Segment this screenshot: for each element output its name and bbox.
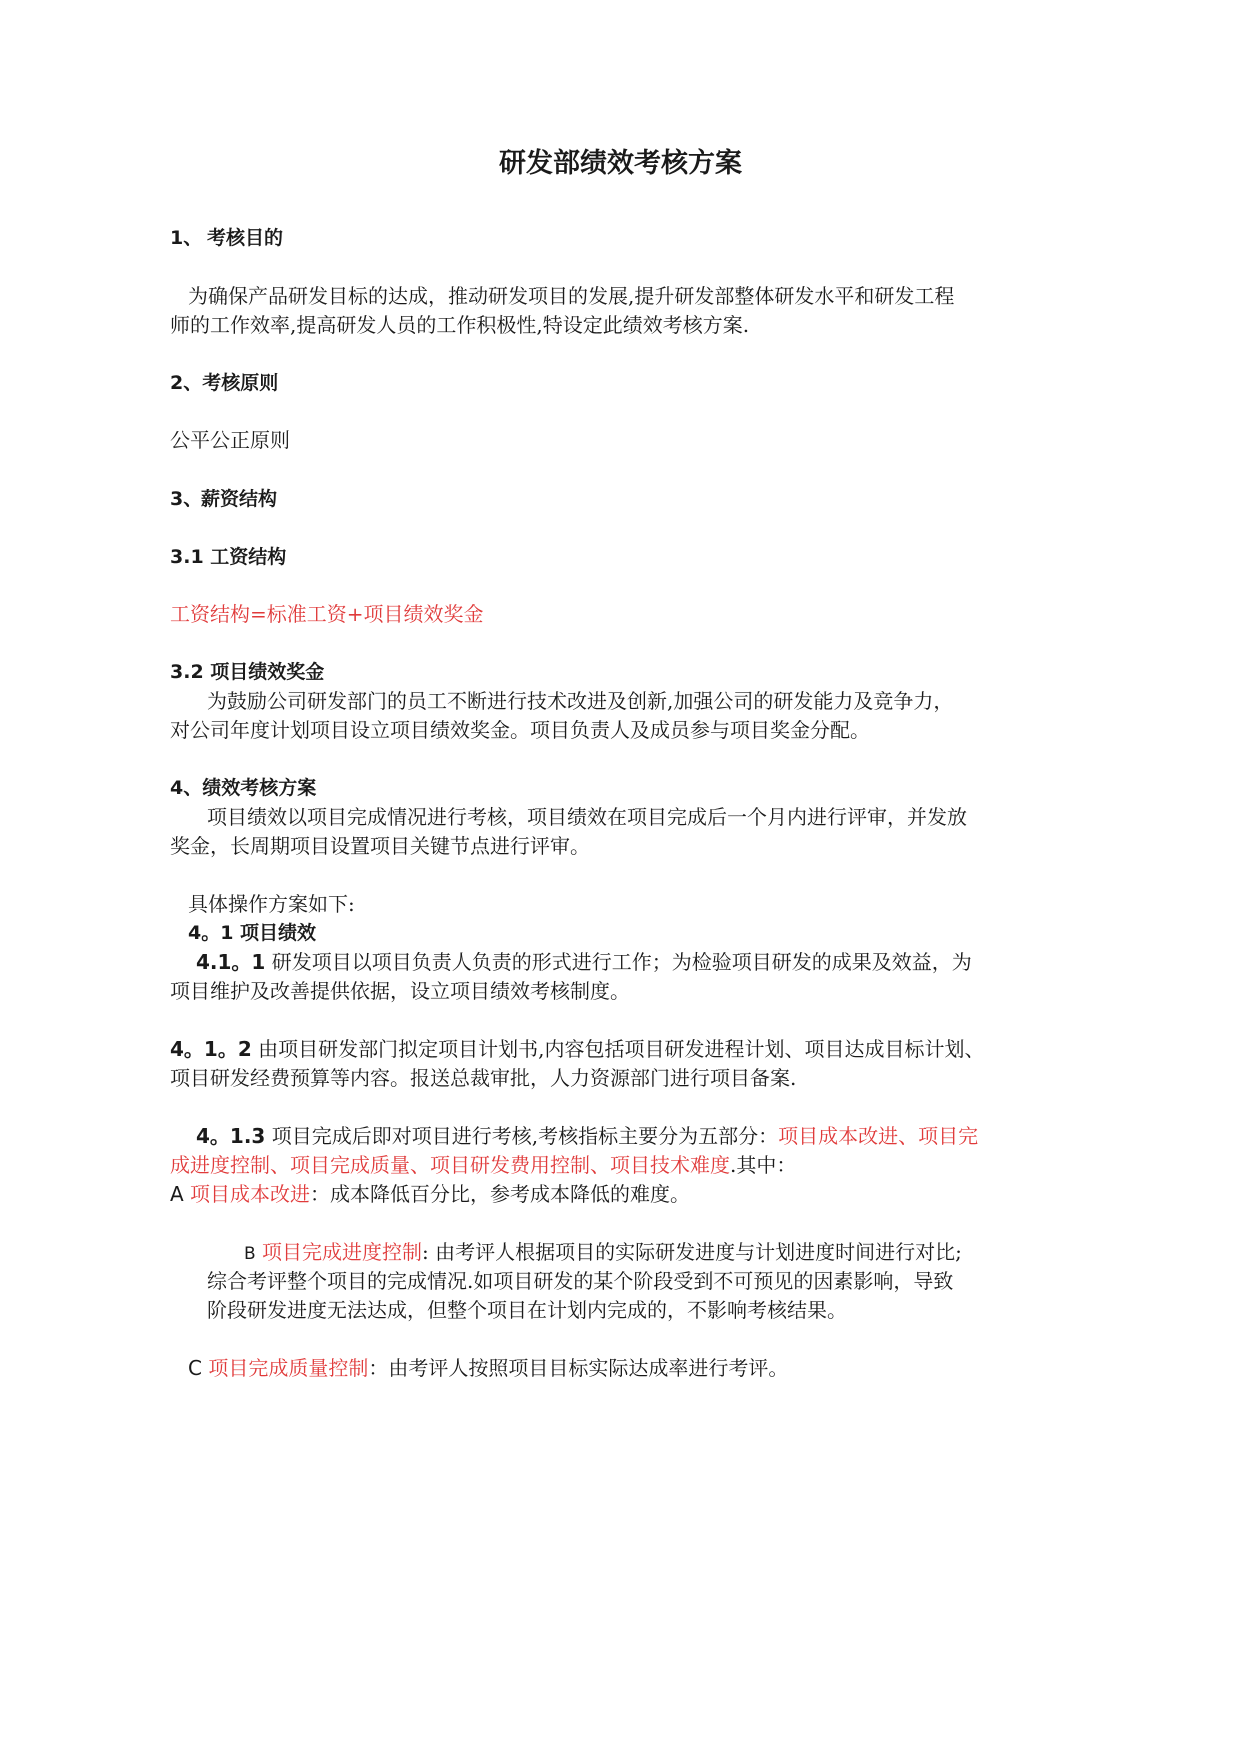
subsection-4-1-heading: 4。1 项目绩效 — [188, 922, 317, 944]
criterion-a-letter: A — [170, 1182, 184, 1206]
subsection-3-2-line-2: 对公司年度计划项目设立项目绩效奖金。项目负责人及成员参与项目奖金分配。 — [170, 718, 870, 742]
criterion-b-text: : 由考评人根据项目的实际研发进度与计划进度时间进行对比; — [422, 1240, 962, 1264]
item-4-1-2-number: 4。1。2 — [170, 1037, 252, 1061]
item-4-1-3-line-1 — [196, 1124, 978, 1148]
item-4-1-2-line-1 — [170, 1037, 984, 1061]
section-3-heading: 薪资结构 — [201, 488, 278, 510]
item-4-1-3-line-2 — [170, 1153, 796, 1177]
item-4-1-3-number: 4。1.3 — [196, 1124, 266, 1148]
criterion-a-title: 项目成本改进 — [190, 1182, 311, 1206]
section-4-paragraph-line-2: 奖金，长周期项目设置项目关键节点进行评审。 — [170, 834, 590, 858]
indicator-list: 成进度控制、项目完成质量、项目研发费用控制、项目技术难度 — [170, 1153, 730, 1177]
criterion-b-line-3: 阶段研发进度无法达成，但整个项目在计划内完成的，不影响考核结果。 — [207, 1298, 847, 1322]
item-4-1-1-line-1 — [196, 950, 972, 974]
criterion-c — [188, 1356, 788, 1380]
criterion-b-line-2: 综合考评整个项目的完成情况.如项目研发的某个阶段受到不可预见的因素影响，导致 — [207, 1269, 954, 1293]
section-3-number: 3、 — [170, 488, 203, 510]
criterion-b-title: 项目完成进度控制 — [262, 1240, 423, 1264]
section-4-heading: 4、绩效考核方案 — [170, 777, 317, 799]
criterion-a — [170, 1182, 690, 1206]
criterion-a-text: ：成本降低百分比，参考成本降低的难度。 — [310, 1182, 691, 1206]
item-4-1-1-number: 4.1。1 — [196, 950, 266, 974]
indicator-cost-improvement: 项目成本改进 — [778, 1124, 899, 1148]
section-1-paragraph-line-2: 师的工作效率,提高研发人员的工作积极性,特设定此绩效考核方案. — [170, 313, 750, 337]
criterion-c-text: ：由考评人按照项目目标实际达成率进行考评。 — [368, 1356, 789, 1380]
section-1-number: 1、 — [170, 227, 203, 249]
criterion-b-letter: B — [244, 1244, 256, 1264]
section-1-heading: 考核目的 — [207, 227, 284, 249]
subsection-3-2-line-1: 为鼓励公司研发部门的员工不断进行技术改进及创新,加强公司的研发能力及竞争力， — [207, 689, 954, 713]
indicator-separator: 、 — [898, 1124, 919, 1148]
subsection-3-2-heading: 3.2 项目绩效奖金 — [170, 661, 325, 683]
section-4-paragraph-line-1: 项目绩效以项目完成情况进行考核，项目绩效在项目完成后一个月内进行评审，并发放 — [207, 805, 967, 829]
document-title: 研发部绩效考核方案 — [499, 148, 742, 179]
section-2-paragraph: 公平公正原则 — [170, 428, 290, 452]
indicator-completion-start: 项目完 — [918, 1124, 979, 1148]
section-2-heading: 2、考核原则 — [170, 372, 279, 394]
item-4-1-3-text: 项目完成后即对项目进行考核,考核指标主要分为五部分： — [271, 1124, 779, 1148]
section-1-paragraph-line-1: 为确保产品研发目标的达成，推动研发项目的发展,提升研发部整体研发水平和研发工程 — [188, 284, 955, 308]
subsection-3-1-heading: 3.1 工资结构 — [170, 546, 287, 568]
item-4-1-2-text: 由项目研发部门拟定项目计划书,内容包括项目研发进程计划、项目达成目标计划、 — [258, 1037, 985, 1061]
indicator-list-suffix: .其中： — [730, 1153, 797, 1177]
criterion-c-letter: C — [188, 1356, 202, 1380]
criterion-b-line-1 — [244, 1240, 962, 1266]
item-4-1-2-line-2: 项目研发经费预算等内容。报送总裁审批，人力资源部门进行项目备案. — [170, 1066, 797, 1090]
operation-plan-intro: 具体操作方案如下: — [188, 892, 355, 916]
salary-formula: 工资结构=标准工资+项目绩效奖金 — [170, 602, 484, 626]
item-4-1-1-line-2: 项目维护及改善提供依据，设立项目绩效考核制度。 — [170, 979, 630, 1003]
item-4-1-1-text: 研发项目以项目负责人负责的形式进行工作；为检验项目研发的成果及效益，为 — [271, 950, 972, 974]
criterion-c-title: 项目完成质量控制 — [208, 1356, 369, 1380]
